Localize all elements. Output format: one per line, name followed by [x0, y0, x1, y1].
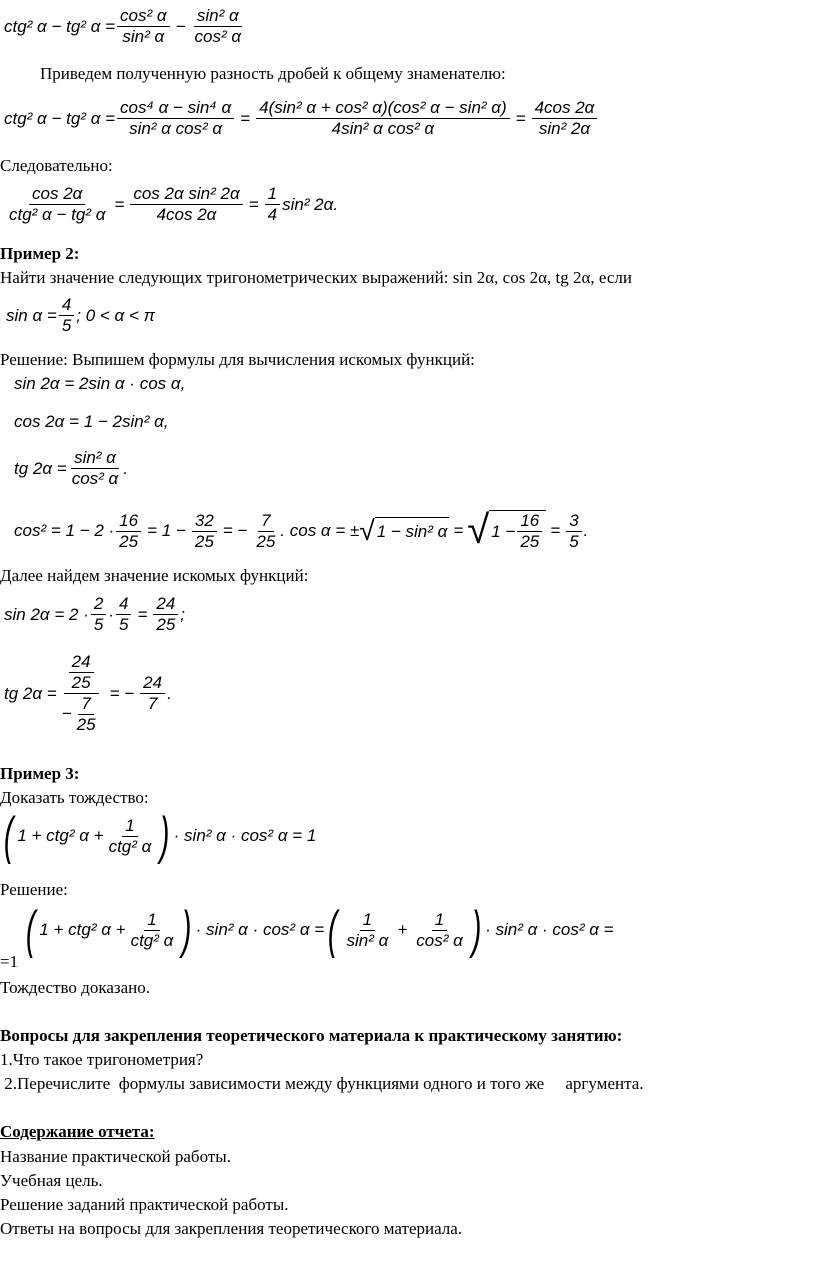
denominator: 25 [520, 532, 540, 551]
denominator: 5 [569, 531, 579, 551]
question-1: 1.Что такое тригонометрия? [0, 1050, 204, 1069]
square-root [467, 510, 546, 552]
denominator: 4sin² α cos² α [331, 119, 435, 138]
heading-example-3: Пример 3: [0, 764, 80, 783]
numerator: sin² α [194, 6, 242, 27]
fraction [69, 652, 94, 693]
formula-12-part: 1 + ctg² α + [39, 920, 126, 939]
fraction [532, 98, 598, 139]
operator: · [108, 604, 114, 624]
operator: − [175, 16, 186, 36]
report-item-2: Учебная цель. [0, 1171, 103, 1190]
denominator: ctg² α [130, 930, 174, 950]
fraction [59, 295, 74, 336]
denominator: 25 [256, 531, 276, 551]
fraction [69, 448, 122, 489]
formula-8-part: . [583, 521, 589, 540]
denominator: ctg² α [108, 836, 152, 856]
formula-9-tail: ; [180, 604, 186, 624]
paragraph-proved: Тождество доказано. [0, 978, 150, 997]
radicand: 1 − sin² α [375, 517, 450, 545]
heading-report: Содержание отчета: [0, 1122, 155, 1141]
fraction [256, 98, 510, 139]
numerator: 1 [265, 184, 280, 205]
paragraph-solution: Решение: [0, 880, 68, 899]
numerator: 1 [122, 816, 137, 837]
formula-8-part: = − [222, 521, 248, 540]
formula-3-tail: sin² 2α. [282, 194, 339, 214]
denominator: 25 [119, 531, 139, 551]
formula-3 [4, 184, 338, 225]
formula-12-part: · sin² α · cos² α = [195, 920, 325, 939]
paragraph-bring: Приведем полученную разность дробей к общему знаменателю: [40, 64, 506, 83]
fraction [128, 910, 177, 951]
formula-1-lhs: ctg² α − tg² α = [4, 16, 116, 36]
fraction [106, 816, 155, 857]
fraction [117, 98, 234, 139]
numerator: 16 [116, 511, 141, 532]
numerator: 32 [192, 511, 217, 532]
denominator: 7 [147, 694, 158, 713]
numerator: 1 [360, 910, 375, 931]
operator: = [248, 194, 259, 214]
radicand [489, 510, 546, 552]
denominator: 5 [118, 615, 129, 634]
numerator: 4cos 2α [532, 98, 598, 119]
denominator: 4 [267, 205, 278, 224]
numerator: cos⁴ α − sin⁴ α [117, 98, 234, 119]
paragraph-prove: Доказать тождество: [0, 788, 149, 807]
compound-fraction [59, 652, 104, 735]
denominator: 25 [156, 615, 176, 634]
formula-12 [22, 901, 614, 959]
report-item-3: Решение заданий практической работы. [0, 1195, 289, 1214]
formula-8-part: . cos α = ± [280, 521, 360, 540]
fraction [566, 511, 581, 552]
formula-2 [4, 98, 599, 139]
formula-10-lhs: tg 2α = [4, 683, 57, 703]
radical-sign-icon: √ [467, 508, 490, 552]
numerator: 1 [432, 910, 447, 931]
operator: + [397, 920, 408, 939]
formula-9-lhs: sin 2α = 2 · [4, 604, 89, 624]
denominator: 25 [71, 673, 91, 692]
fraction [344, 910, 392, 951]
square-root [359, 517, 449, 545]
formula-8 [14, 510, 588, 552]
numerator: cos² α [117, 6, 170, 27]
numerator: 7 [258, 511, 273, 532]
formula-6: cos 2α = 1 − 2sin² α, [14, 412, 169, 431]
fraction [265, 184, 280, 225]
formula-1 [4, 6, 246, 47]
operator: = [137, 604, 148, 624]
numerator: cos 2α [29, 184, 85, 205]
fraction [192, 6, 245, 47]
right-paren: ) [182, 901, 192, 959]
numerator: 2 [91, 594, 106, 615]
formula-11-part: 1 + ctg² α + [17, 826, 104, 845]
fraction [140, 673, 165, 714]
right-paren: ) [471, 901, 482, 959]
formula-11 [0, 807, 317, 865]
denominator: 25 [76, 715, 96, 734]
paragraph-solution-write: Решение: Выпишем формулы для вычисления искомых функций: [0, 350, 475, 369]
denominator: cos² α [194, 27, 242, 46]
formula-8-part: = [453, 521, 464, 540]
right-paren: ) [160, 807, 170, 865]
formula-4-tail: ; 0 < α < π [76, 305, 156, 325]
formula-4 [6, 295, 155, 336]
fraction [153, 594, 178, 635]
numerator: 4 [116, 594, 131, 615]
formula-7 [14, 448, 128, 489]
report-item-1: Название практической работы. [0, 1147, 231, 1166]
numerator: 24 [69, 652, 94, 673]
formula-4-lhs: sin α = [6, 305, 57, 325]
denominator: sin² α [122, 27, 165, 46]
numerator: 4 [59, 295, 74, 316]
heading-questions: Вопросы для закрепления теоретического материала к практическому занятию: [0, 1026, 623, 1045]
heading-example-2: Пример 2: [0, 244, 80, 263]
fraction [116, 594, 131, 635]
paragraph-next-find: Далее найдем значение искомых функций: [0, 566, 309, 585]
fraction [192, 511, 217, 552]
denominator: cos² α [71, 469, 119, 488]
denominator: 25 [194, 531, 214, 551]
fraction [116, 511, 141, 552]
formula-8-part: cos² = 1 − 2 · [14, 521, 115, 540]
fraction [74, 694, 99, 735]
report-item-4: Ответы на вопросы для закрепления теоретического материала. [0, 1219, 463, 1238]
numerator: cos 2α sin² 2α [130, 184, 242, 205]
fraction [517, 511, 542, 552]
numerator: 24 [140, 673, 165, 694]
formula-10 [4, 652, 172, 735]
denominator: sin² α cos² α [129, 119, 223, 138]
numerator: 3 [566, 511, 581, 532]
radical-sign-icon: √ [359, 515, 375, 546]
result-equals-one: =1 [0, 952, 19, 971]
paragraph-therefore: Следовательно: [0, 156, 113, 175]
fraction [413, 910, 466, 951]
numerator: 7 [78, 694, 93, 715]
operator: − [61, 703, 72, 723]
fraction [253, 511, 278, 552]
denominator: sin² α [346, 930, 389, 950]
left-paren: ( [25, 901, 36, 959]
formula-11-tail: · sin² α · cos² α = 1 [173, 826, 317, 845]
denominator: 4cos 2α [156, 205, 217, 224]
operator: = − [109, 683, 135, 703]
paragraph-find: Найти значение следующих тригонометрических выражений: sin 2α, cos 2α, tg 2α, если [0, 268, 632, 287]
denominator: sin² 2α [538, 119, 591, 138]
formula-12-tail: · sin² α · cos² α = [485, 920, 614, 939]
numerator: 4(sin² α + cos² α)(cos² α − sin² α) [256, 98, 510, 119]
operator: = [515, 108, 526, 128]
formula-8-part: = [550, 521, 561, 540]
denominator: ctg² α − tg² α [9, 205, 106, 224]
fraction [117, 6, 170, 47]
formula-8-part: = 1 − [147, 521, 186, 540]
denominator: 5 [61, 316, 72, 335]
formula-10-tail: . [167, 683, 172, 703]
numerator: sin² α [71, 448, 119, 469]
fraction [6, 184, 108, 225]
numerator: 16 [517, 511, 542, 532]
numerator: 24 [153, 594, 178, 615]
numerator [64, 652, 99, 694]
formula-2-lhs: ctg² α − tg² α = [4, 108, 116, 128]
numerator: 1 [144, 910, 159, 931]
question-2: 2.Перечислите формулы зависимости между функциями одного и того же аргумента. [0, 1074, 644, 1093]
formula-9 [4, 594, 185, 635]
left-paren: ( [3, 807, 14, 865]
fraction [130, 184, 242, 225]
denominator: cos² α [416, 930, 463, 950]
denominator [59, 694, 104, 735]
operator: = [114, 194, 125, 214]
left-paren: ( [328, 901, 338, 959]
operator: = [240, 108, 251, 128]
fraction [91, 594, 106, 635]
formula-7-lhs: tg 2α = [14, 458, 67, 478]
formula-8-part: 1 − [491, 521, 516, 541]
formula-5: sin 2α = 2sin α · cos α, [14, 374, 186, 393]
formula-7-tail: . [123, 458, 128, 478]
denominator: 5 [93, 615, 104, 634]
